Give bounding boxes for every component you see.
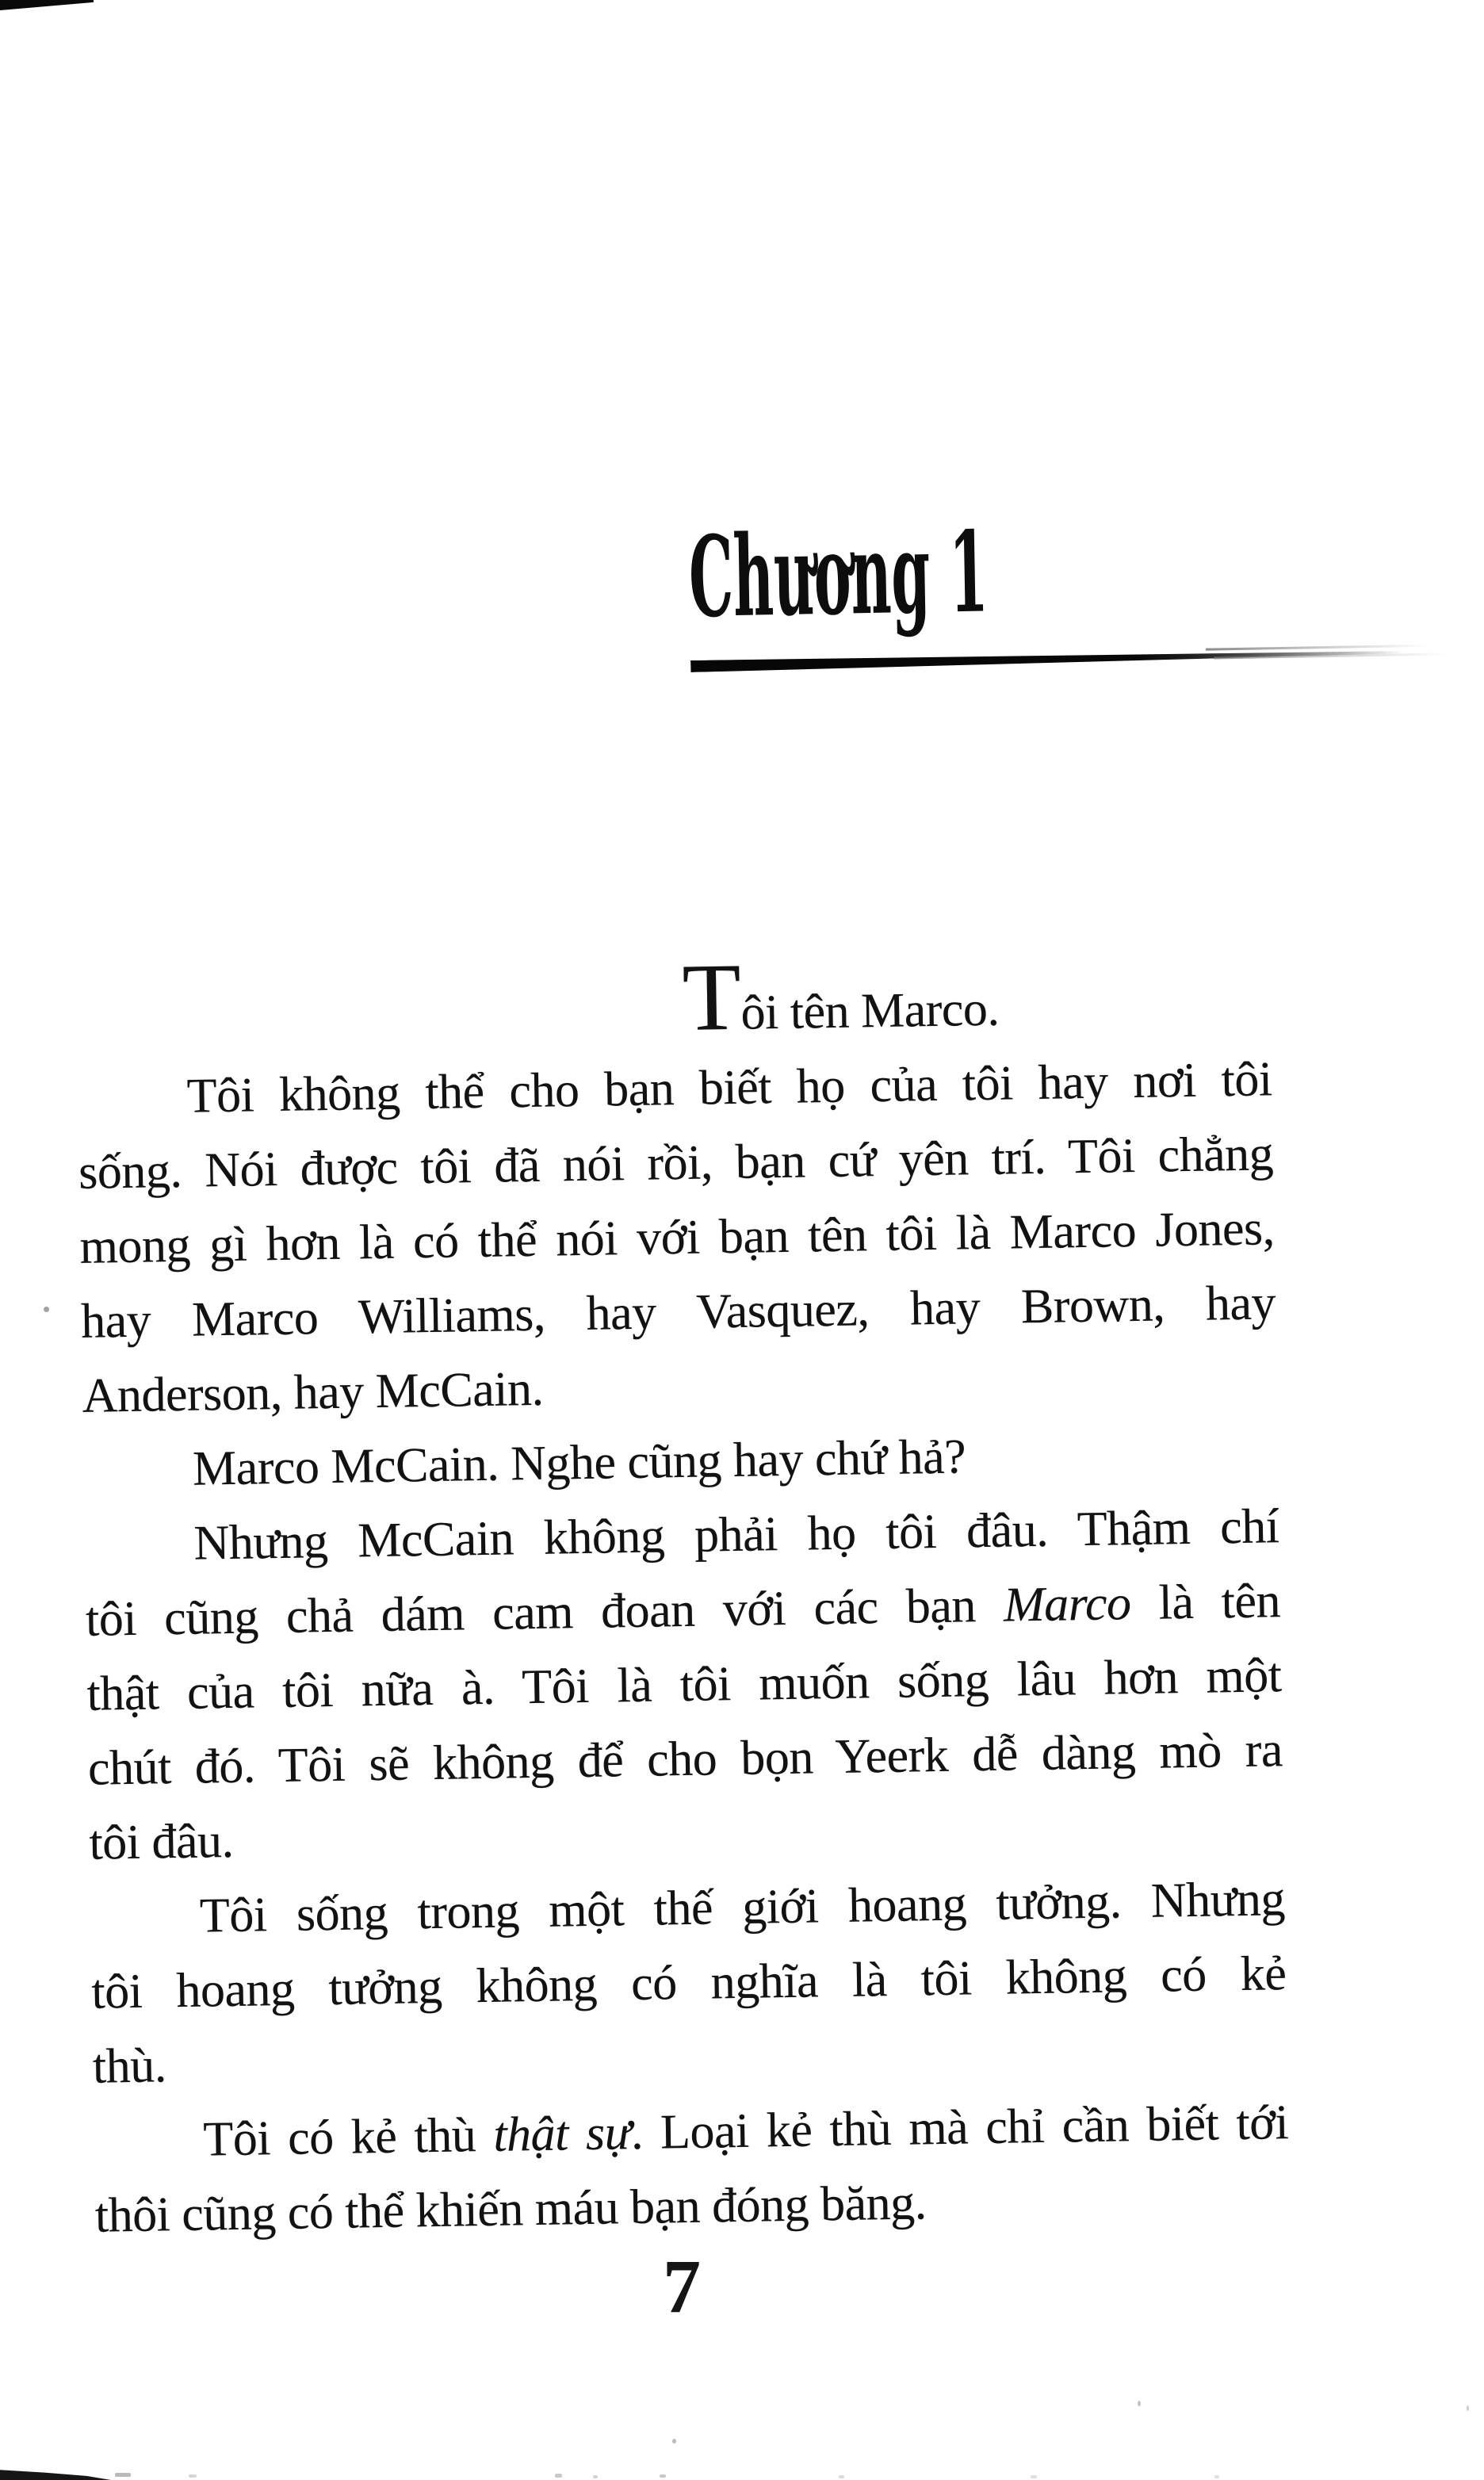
scan-artifact-bottom-left <box>0 2467 111 2480</box>
text-segment: thôi cũng có thể khiến máu bạn đóng băng. <box>94 2176 928 2243</box>
scan-speck <box>1214 2475 1219 2478</box>
chapter-rule-fade-upper <box>1206 645 1428 651</box>
text-segment: tôi hoang tưởng không có nghĩa là tôi không có kẻ <box>90 1946 1287 2019</box>
scan-speck <box>44 1307 49 1312</box>
italic-text-segment: thật sự <box>492 2106 632 2162</box>
text-segment: Nhưng McCain không phải họ tôi đâu. Thậm chí <box>193 1499 1279 1571</box>
scan-artifact-top-left <box>0 0 94 10</box>
scan-speck <box>660 2474 666 2478</box>
scan-speck <box>1138 2401 1141 2406</box>
text-segment: hay Marco Williams, hay Vasquez, hay Brown, hay <box>80 1276 1276 1349</box>
scan-speck <box>1467 2405 1469 2411</box>
scan-speck <box>593 2475 598 2478</box>
page-number: 7 <box>663 2244 701 2329</box>
text-segment: tôi cũng chả dám cam đoan với các bạn <box>85 1578 1004 1647</box>
body-text <box>76 943 1291 2252</box>
text-segment: . Loại kẻ thù mà chỉ cần biết tới <box>630 2095 1289 2160</box>
text-segment: Tôi không thể cho bạn biết họ của tôi hay nơi tôi <box>186 1052 1273 1123</box>
text-segment: Tôi sống trong một thế giới hoang tưởng. Nhưng <box>199 1872 1286 1943</box>
scan-speck <box>115 2473 131 2477</box>
scan-speck <box>1031 2475 1037 2478</box>
text-segment: chút đó. Tôi sẽ không để cho bọn Yeerk dễ dàng mò ra <box>87 1723 1283 1796</box>
text-segment: tôi đâu. <box>88 1813 235 1870</box>
scan-speck <box>189 2474 197 2478</box>
scan-speck <box>555 2474 562 2478</box>
chapter-rule <box>690 648 1404 672</box>
text-segment: thù. <box>92 2038 167 2094</box>
italic-text-segment: Marco <box>1003 1576 1132 1632</box>
text-segment: mong gì hơn là có thể nói với bạn tên tôi là Marco Jones, <box>79 1201 1276 1274</box>
text-segment: là tên <box>1130 1574 1281 1631</box>
chapter-heading-group <box>688 509 1444 697</box>
scan-speck <box>839 2475 844 2478</box>
opening-rest: ôi tên Marco. <box>740 982 1000 1040</box>
text-segment: Marco McCain. Nghe cũng hay chứ hả? <box>192 1429 966 1496</box>
text-segment: Anderson, hay McCain. <box>82 1361 544 1423</box>
text-segment: Tôi có kẻ thù <box>202 2107 494 2167</box>
text-segment: sống. Nói được tôi đã nói rồi, bạn cứ yên trí. Tôi chẳng <box>78 1127 1274 1200</box>
text-segment: thật của tôi nữa à. Tôi là tôi muốn sống lâu hơn một <box>86 1648 1282 1721</box>
chapter-title: Chương 1 <box>687 507 989 643</box>
scan-speck <box>672 2439 676 2444</box>
opening-initial: T <box>681 943 742 1051</box>
